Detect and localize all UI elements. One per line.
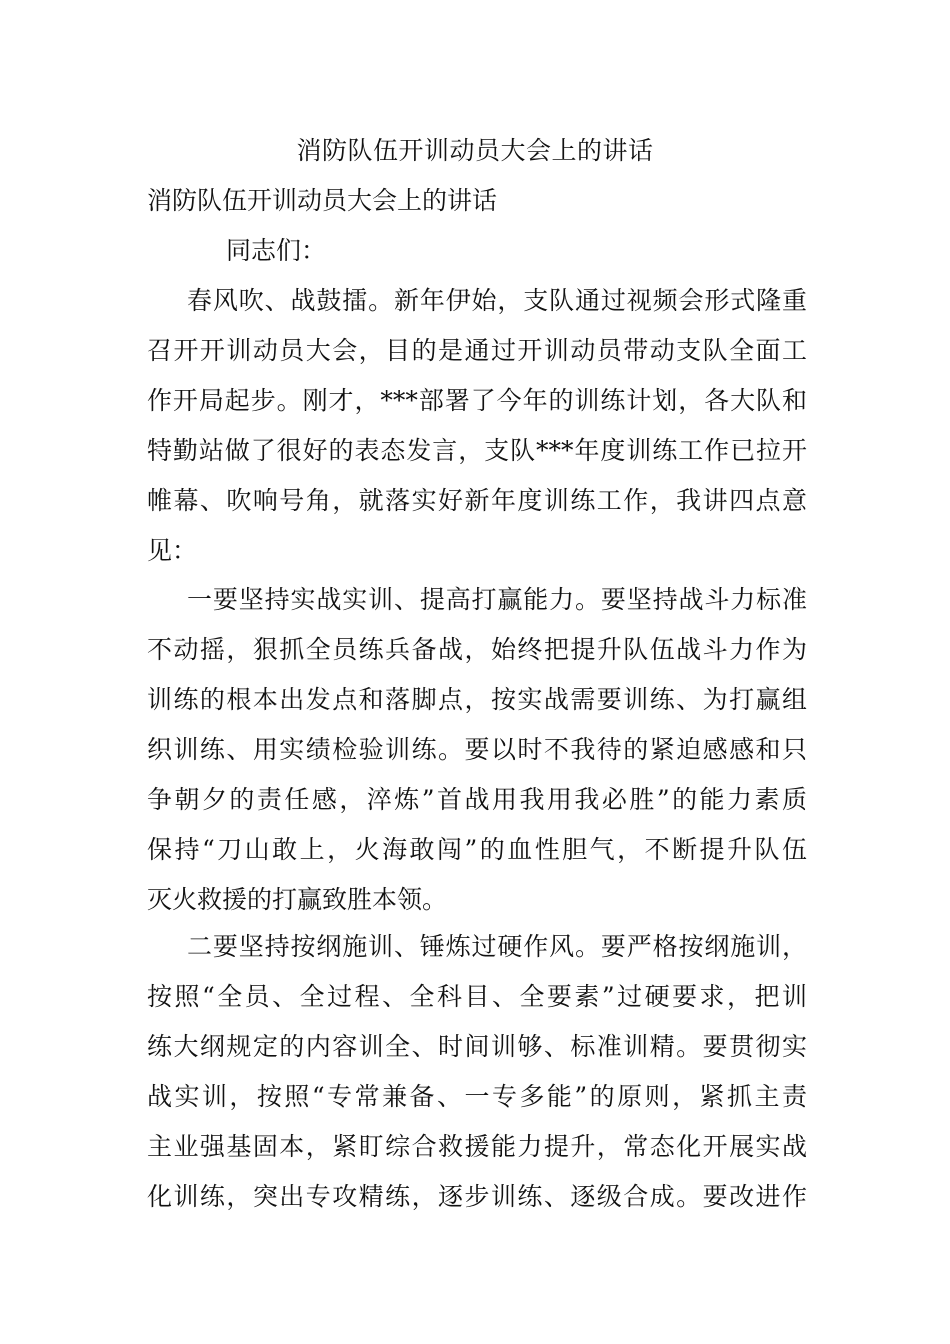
paragraph-line: 保持“刀山敢上，火海敢闯”的血性胆气，不断提升队伍	[147, 835, 807, 864]
paragraph-line: 练大纲规定的内容训全、时间训够、标准训精。要贯彻实	[147, 1032, 807, 1061]
paragraph-line: 不动摇，狠抓全员练兵备战，始终把提升队伍战斗力作为	[147, 635, 807, 664]
paragraph-line: 特勤站做了很好的表态发言，支队***年度训练工作已拉开	[147, 436, 807, 465]
paragraph-line: 化训练，突出专攻精练，逐步训练、逐级合成。要改进作	[147, 1182, 807, 1211]
document-title: 消防队伍开训动员大会上的讲话	[296, 136, 654, 165]
paragraph-line: 作开局起步。刚才，***部署了今年的训练计划，各大队和	[147, 386, 807, 415]
paragraph-line: 灭火救援的打赢致胜本领。	[147, 885, 448, 914]
paragraph-line: 争朝夕的责任感，淬炼”首战用我用我必胜”的能力素质	[147, 785, 807, 814]
paragraph-point-two	[147, 922, 807, 1222]
paragraph-line: 帷幕、吹响号角，就落实好新年度训练工作，我讲四点意	[147, 486, 807, 515]
paragraph-line: 召开开训动员大会，目的是通过开训动员带动支队全面工	[147, 336, 807, 365]
document-subtitle: 消防队伍开训动员大会上的讲话	[147, 186, 498, 215]
paragraph-line: 二要坚持按纲施训、锤炼过硬作风。要严格按纲施训，	[187, 932, 807, 961]
paragraph-line: 战实训，按照“专常兼备、一专多能”的原则，紧抓主责	[147, 1082, 807, 1111]
paragraph-line: 按照“全员、全过程、全科目、全要素”过硬要求，把训	[147, 982, 807, 1011]
paragraph-line: 春风吹、战鼓擂。新年伊始，支队通过视频会形式隆重	[187, 286, 807, 315]
salutation: 同志们：	[226, 236, 327, 265]
paragraph-line: 一要坚持实战实训、提高打赢能力。要坚持战斗力标准	[187, 585, 807, 614]
paragraph-point-one	[147, 575, 807, 925]
paragraph-line: 主业强基固本，紧盯综合救援能力提升，常态化开展实战	[147, 1132, 807, 1161]
paragraph-line: 训练的根本出发点和落脚点，按实战需要训练、为打赢组	[147, 685, 807, 714]
paragraph-line: 织训练、用实绩检验训练。要以时不我待的紧迫感感和只	[147, 735, 807, 764]
paragraph-opening	[147, 276, 807, 576]
paragraph-line: 见：	[147, 536, 198, 565]
